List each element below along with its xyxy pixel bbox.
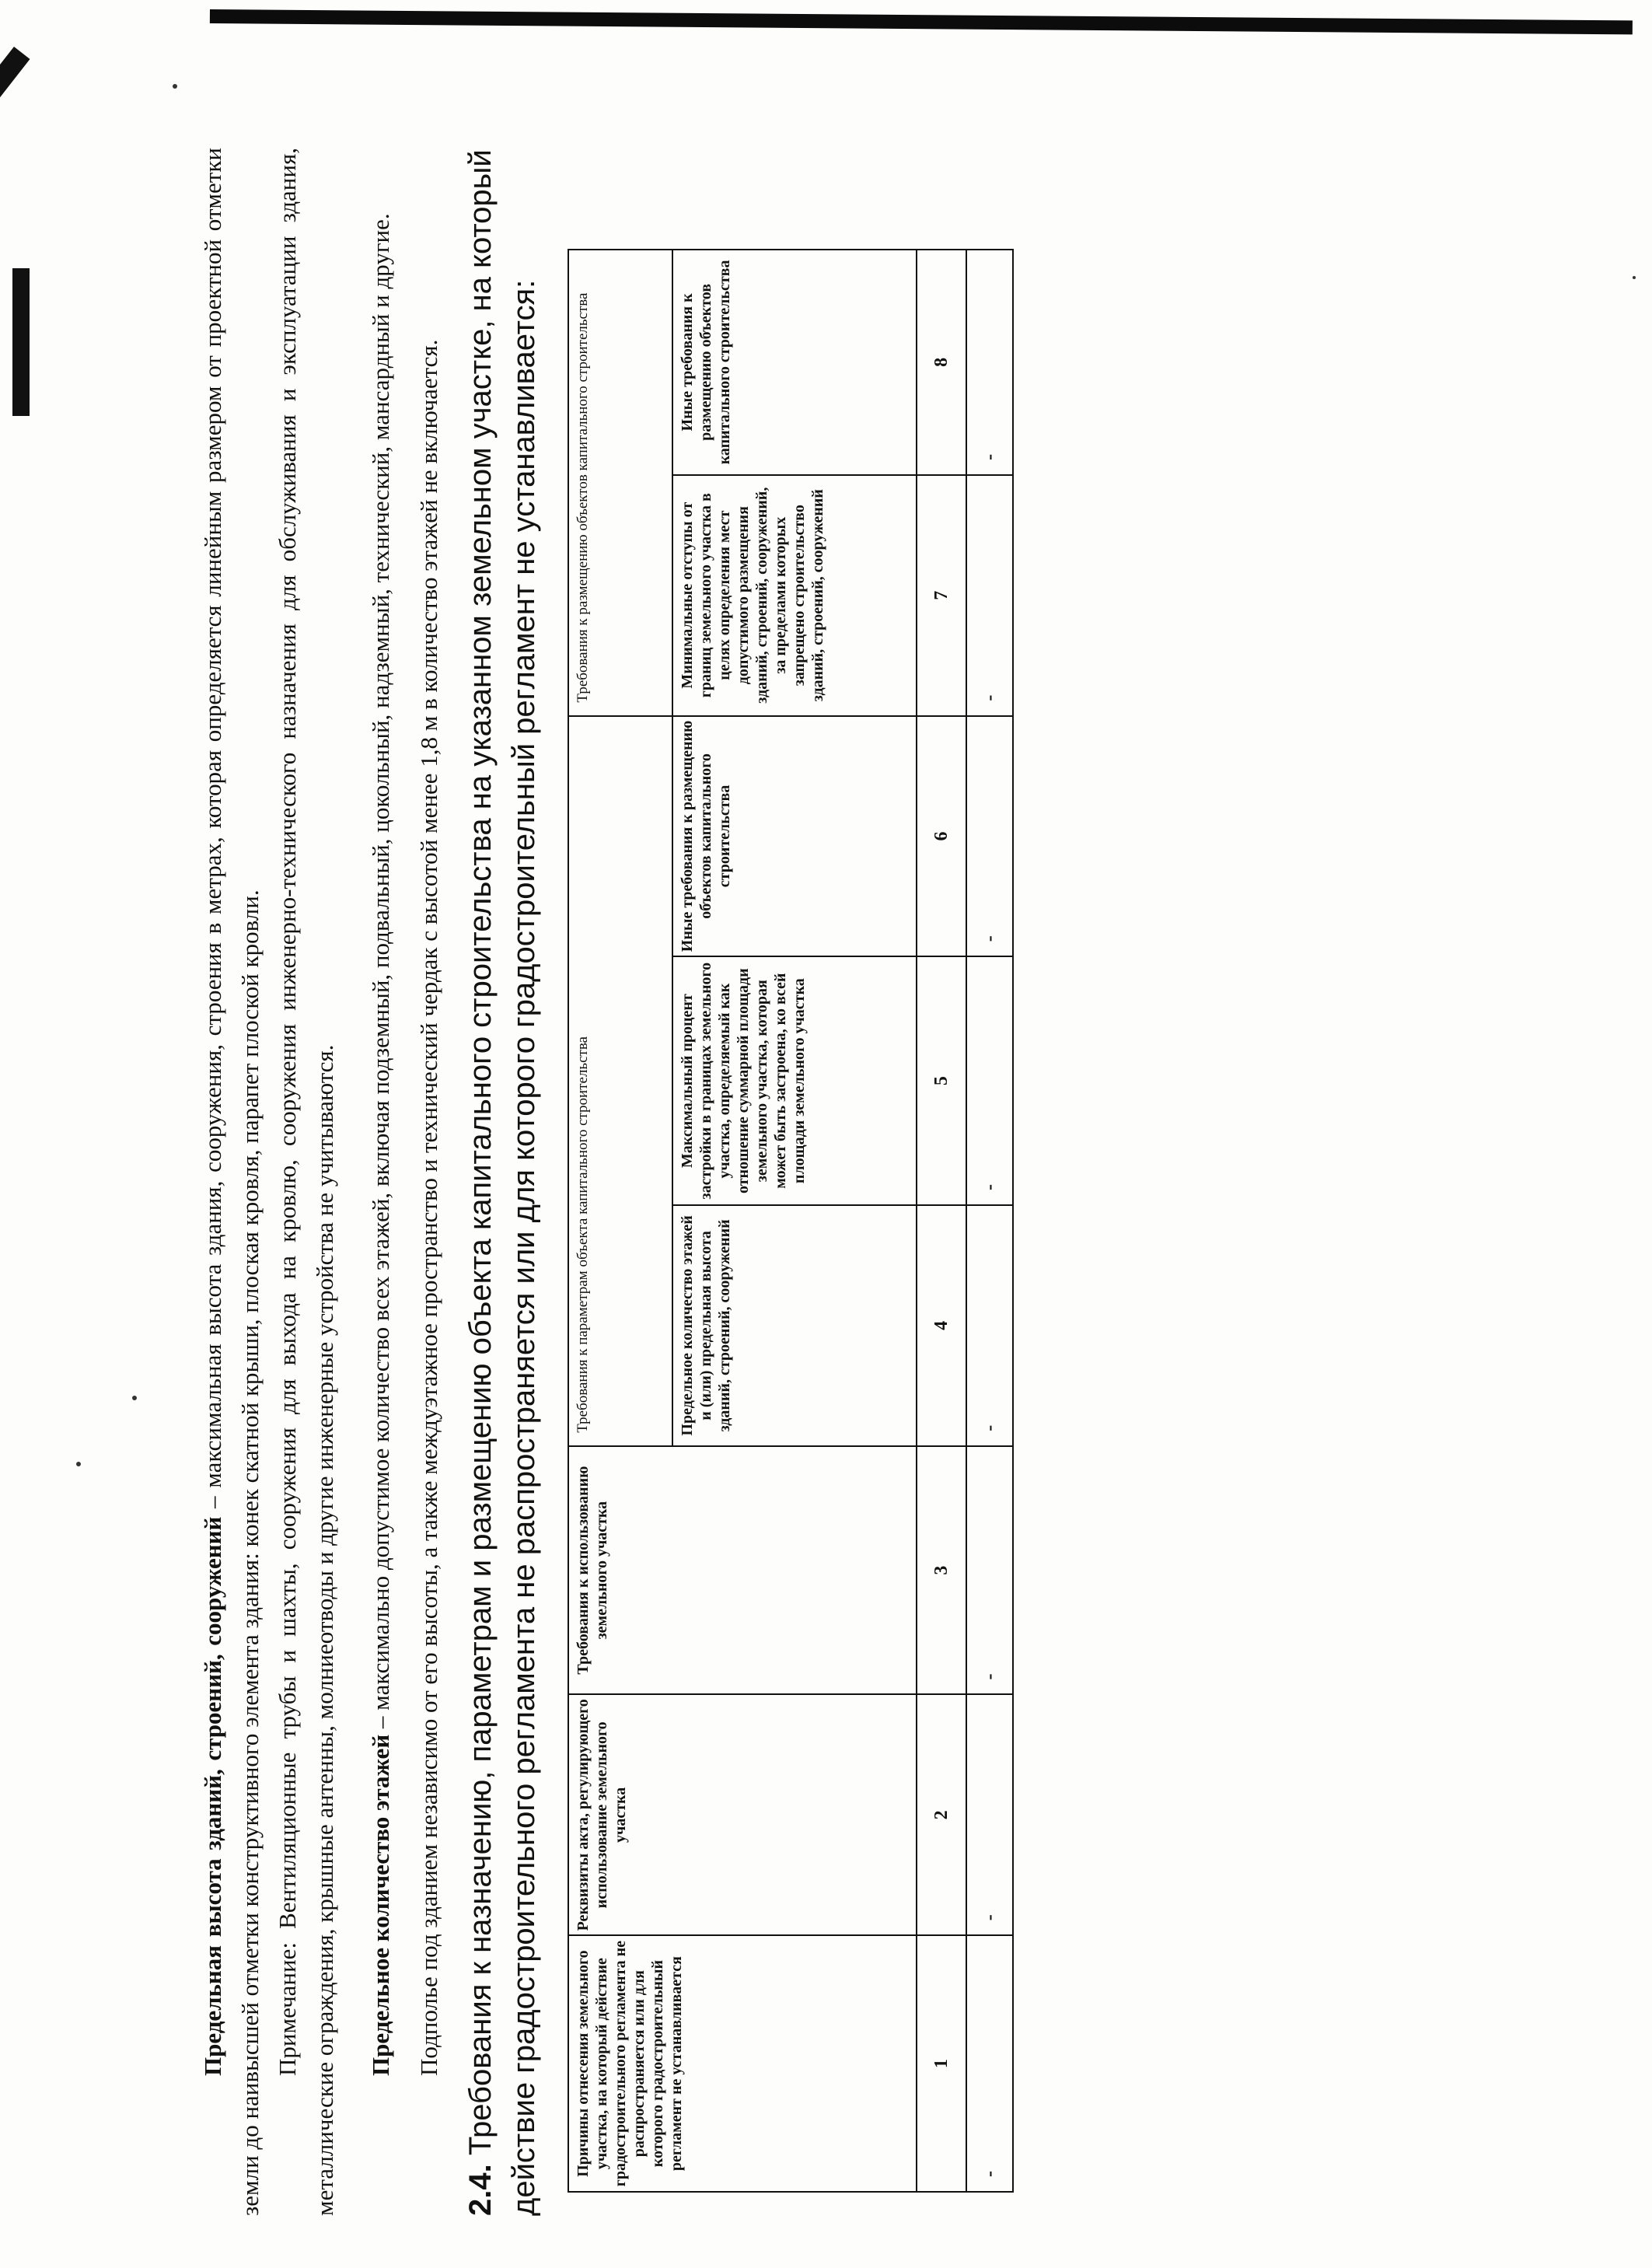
rotated-page [194, 148, 1360, 2216]
column-number: 8 [917, 250, 966, 475]
scan-mark-artifact [0, 47, 30, 206]
table-cell: - [966, 956, 1013, 1205]
table-cell: - [966, 1694, 1013, 1935]
table-cell: - [966, 716, 1013, 957]
scan-dot [76, 1462, 81, 1466]
table-cell: - [966, 1446, 1013, 1695]
table-cell: - [966, 250, 1013, 475]
column-number: 3 [917, 1446, 966, 1695]
column-number: 7 [917, 475, 966, 716]
paragraph-note: Примечание: Вентиляционные трубы и шахты, сооружения для выхода на кровлю, сооружения инженерно-технического назначения для обслуживания и эксплуатации здания, металлические ограждения, крышные антенны, молниеотводы и другие инженерные устройства не учитываются. [274, 148, 338, 2216]
header-act-details: Реквизиты акта, регулирующего использование земельного участка [568, 1694, 917, 1935]
header-land-use: Требования к использованию земельного участка [568, 1446, 917, 1695]
scan-edge-artifact [210, 9, 1633, 34]
section-heading [459, 148, 546, 2216]
requirements-table [568, 249, 1014, 2193]
header-max-floors: Предельное количество этажей и (или) предельная высота зданий, строений, сооружений [672, 1205, 917, 1446]
header-other-placement: Иные требования к размещению объектов капитального строительства [672, 250, 917, 475]
header-reasons: Причины отнесения земельного участка, на который действие градостроительного регламента не распространяется или для которого градостроительный регламент не устанавливается [568, 1935, 917, 2192]
term-max-height: Предельная высота зданий, строений, сооружений [199, 1516, 226, 2076]
header-min-setbacks: Минимальные отступы от границ земельного участка в целях определения мест допустимого размещения зданий, строений, сооружений, за пределами которых запрещено строительство зданий, строений, сооружений [672, 475, 917, 716]
paragraph-underfloor: Подполье под зданием независимо от его высоты, а также междуэтажное пространство и технический чердак с высотой менее 1,8 м в количество этажей не включается. [415, 339, 442, 2076]
scan-dot [132, 1396, 137, 1400]
definition-max-height: – максимальная высота здания, сооружения, строения в метрах, которая определяется линейным размером от проектной отметки земли до наивысшей отметки конструктивного элемента здания: конек скатной крыши, плоская кровля, парапет плоской кровли. [199, 148, 264, 2216]
column-number: 2 [917, 1694, 966, 1935]
header-group-placement: Требования к размещению объектов капитального строительства [568, 250, 672, 716]
table-cell: - [966, 1935, 1013, 2192]
section-number: 2.4. [463, 2164, 498, 2216]
term-max-floors: Предельное количество этажей [367, 1734, 394, 2076]
definition-max-floors: – максимально допустимое количество всех этажей, включая подземный, подвальный, цокольный, надземный, технический, мансардный и другие. [367, 213, 394, 1735]
column-number: 6 [917, 716, 966, 957]
scan-dot [1633, 276, 1636, 279]
scan-bar-artifact [12, 268, 30, 416]
scan-dot [173, 84, 177, 89]
column-number: 4 [917, 1205, 966, 1446]
table-row [966, 250, 1013, 2192]
column-number-row [917, 250, 966, 2192]
header-group-parameters: Требования к параметрам объекта капитального строительства [568, 716, 672, 1446]
paragraph-max-height [194, 148, 269, 2216]
header-other-params: Иные требования к размещению объектов капитального строительства [672, 716, 917, 957]
paragraph-max-floors [362, 148, 400, 2216]
column-number: 1 [917, 1935, 966, 2192]
header-max-coverage: Максимальный процент застройки в границах земельного участка, определяемый как отношение суммарной площади земельного участка, которая может быть застроена, ко всей площади земельного участка [672, 956, 917, 1205]
table-cell: - [966, 1205, 1013, 1446]
table-cell: - [966, 475, 1013, 716]
column-number: 5 [917, 956, 966, 1205]
section-title: Требования к назначению, параметрам и размещению объекта капитального строительства на указанном земельном участке, на который действие градостроительного регламента не распространяется или для которого градостроительный регламент не устанавливается: [463, 149, 541, 2216]
